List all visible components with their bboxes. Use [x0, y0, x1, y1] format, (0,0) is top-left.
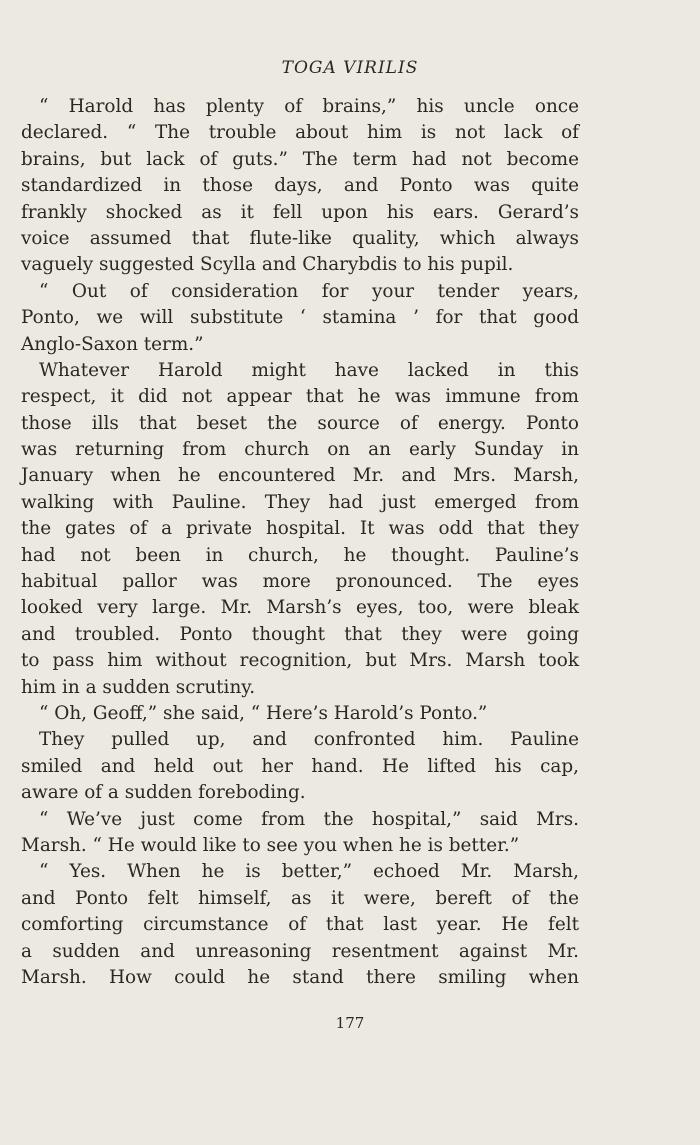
text-line: Ponto, we will substitute ‘ stamina ’ for that good — [21, 307, 579, 329]
text-line: voice assumed that flute-like quality, which always — [21, 227, 579, 249]
text-line: They pulled up, and confronted him. Pauline — [39, 729, 579, 751]
text-line: smiled and held out her hand. He lifted his cap, — [21, 755, 579, 777]
text-line: comforting circumstance of that last year. He felt — [21, 914, 579, 936]
text-line: the gates of a private hospital. It was odd that they — [21, 518, 579, 540]
text-line: “ Oh, Geoff,” she said, “ Here’s Harold’s Ponto.” — [39, 702, 488, 724]
text-line: and troubled. Ponto thought that they were going — [21, 623, 579, 645]
running-head: TOGA VIRILIS — [281, 58, 419, 78]
text-line: habitual pallor was more pronounced. The eyes — [21, 571, 579, 593]
text-line: Marsh. “ He would like to see you when he is better.” — [21, 834, 520, 856]
text-line: brains, but lack of guts.” The term had not become — [21, 148, 579, 170]
text-line: declared. “ The trouble about him is not lack of — [21, 122, 579, 144]
text-line: “ Harold has plenty of brains,” his uncle once — [39, 96, 579, 117]
text-line: had not been in church, he thought. Pauline’s — [21, 544, 579, 566]
text-line: to pass him without recognition, but Mrs. Marsh took — [21, 650, 579, 672]
text-line: him in a sudden scrutiny. — [21, 676, 256, 698]
text-line: January when he encountered Mr. and Mrs. Marsh, — [21, 465, 579, 487]
text-line: Anglo-Saxon term.” — [21, 333, 204, 355]
text-line: those ills that beset the source of energy. Ponto — [21, 412, 579, 434]
text-line: looked very large. Mr. Marsh’s eyes, too, were bleak — [21, 597, 579, 619]
text-line: walking with Pauline. They had just emerged from — [21, 491, 579, 513]
text-line: respect, it did not appear that he was immune from — [21, 386, 579, 408]
text-line: “ We’ve just come from the hospital,” said Mrs. — [39, 808, 579, 830]
text-line: and Ponto felt himself, as it were, bereft of the — [21, 887, 579, 909]
text-line: a sudden and unreasoning resentment against Mr. — [21, 940, 579, 962]
text-line: Whatever Harold might have lacked in this — [39, 359, 579, 381]
text-line: “ Out of consideration for your tender years, — [39, 280, 579, 302]
text-line: frankly shocked as it fell upon his ears. Gerard’s — [21, 201, 579, 223]
text-line: Marsh. How could he stand there smiling when — [21, 966, 579, 988]
text-line: “ Yes. When he is better,” echoed Mr. Marsh, — [39, 861, 579, 883]
text-line: vaguely suggested Scylla and Charybdis to his pupil. — [21, 254, 514, 276]
text-line: standardized in those days, and Ponto was quite — [21, 175, 579, 197]
text-line: aware of a sudden foreboding. — [21, 782, 306, 804]
page-number: 177 — [335, 1014, 365, 1032]
text-line: was returning from church on an early Sunday in — [21, 439, 579, 461]
body-text — [21, 94, 579, 991]
